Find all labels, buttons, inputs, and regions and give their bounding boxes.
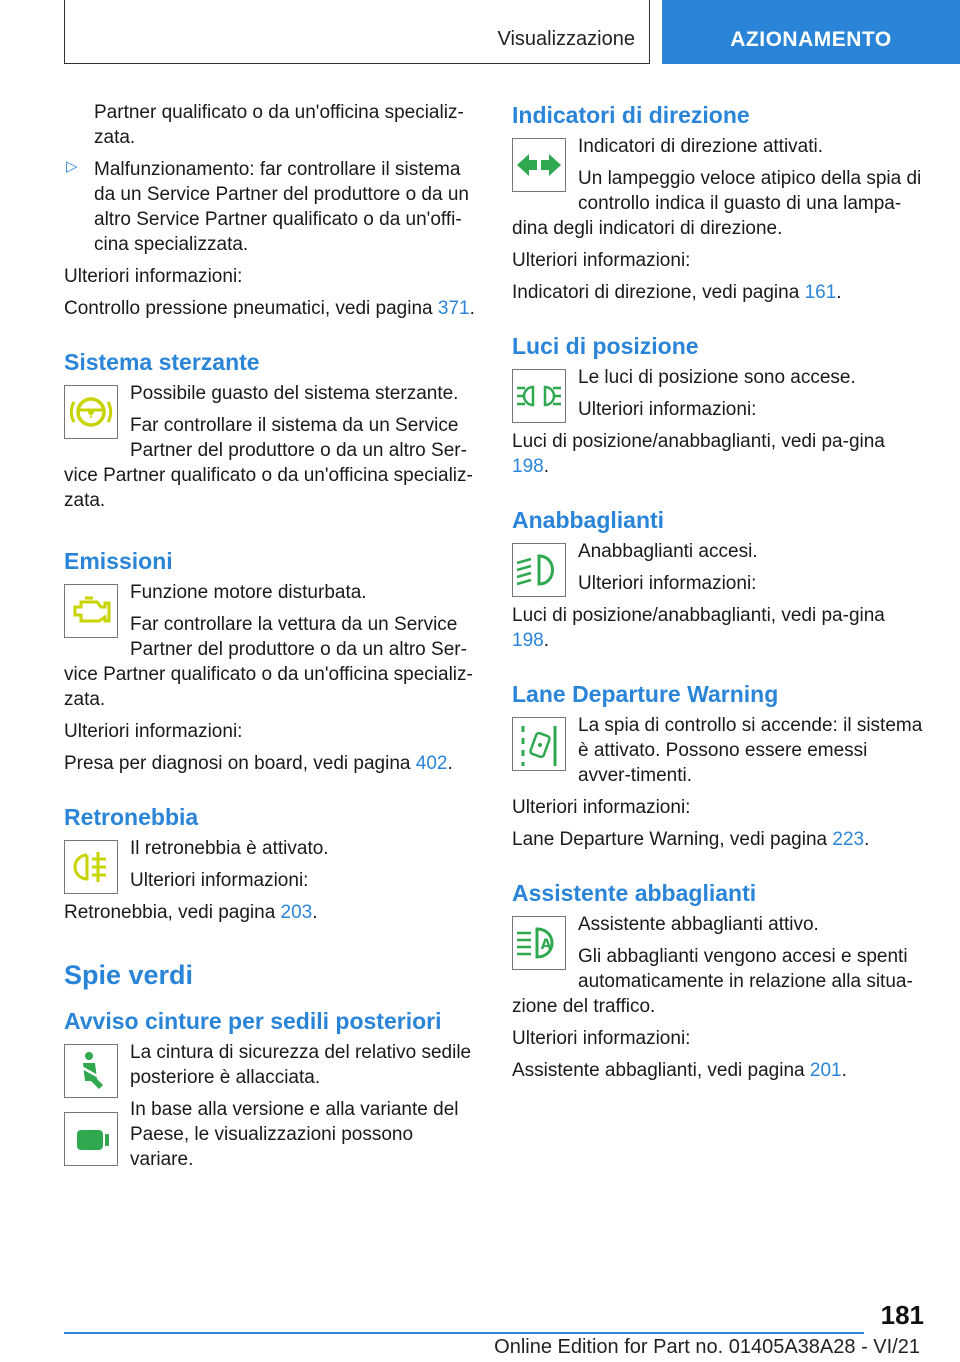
reference-line: Luci di posizione/anabbaglianti, vedi pa-gina 198. [512, 605, 885, 651]
rear-belt-text-2: In base alla versione e alla variante del Paese, le visualizzazioni possono variare. [130, 1099, 459, 1170]
more-info: Ulteriori informazioni: [512, 797, 691, 818]
high-beam-assistant-icon [512, 916, 566, 970]
rear-seat-icon [64, 1112, 118, 1166]
page-link[interactable]: 402 [415, 753, 448, 774]
bullet-triangle-icon: ▷ [66, 158, 78, 175]
rear-belt-icons [64, 1040, 130, 1172]
edition-text: Online Edition for Part no. 01405A38A28 - VI/21 [494, 1336, 920, 1358]
rear-fog-text: Il retronebbia è attivato. [130, 838, 329, 859]
low-beam-text: Anabbaglianti accesi. [578, 541, 758, 562]
more-info: Ulteriori informazioni: [578, 399, 757, 420]
heading-high-beam-assistant: Assistente abbaglianti [512, 880, 757, 906]
reference-line: Lane Departure Warning, vedi pagina 223. [512, 829, 870, 850]
more-info: Ulteriori informazioni: [578, 573, 757, 594]
reference-line: Controllo pressione pneumatici, vedi pagina 371. [64, 298, 475, 319]
rear-fog-icon [64, 840, 118, 894]
svg-text:A: A [540, 937, 552, 953]
more-info: Ulteriori informazioni: [64, 266, 243, 287]
left-column [64, 100, 476, 1179]
steering-text-2: Far controllare il sistema da un Service Partner del produttore o da un altro Ser-vice Partner qualificato o da un'officina specializ-zata. [64, 415, 473, 511]
heading-low-beam: Anabbaglianti [512, 507, 665, 533]
low-beam-icon [512, 543, 566, 597]
page-link[interactable]: 223 [832, 829, 865, 850]
hba-text-2: Gli abbaglianti vengono accesi e spenti automaticamente in relazione alla situa-zione del traffico. [512, 946, 913, 1017]
reference-line: Luci di posizione/anabbaglianti, vedi pa-gina 198. [512, 431, 885, 477]
more-info: Ulteriori informazioni: [130, 870, 309, 891]
turn-text-1: Indicatori di direzione attivati. [578, 136, 824, 157]
right-column [512, 100, 924, 1090]
page-link[interactable]: 371 [437, 298, 470, 319]
engine-warning-icon [64, 584, 118, 638]
header-chapter-tab[interactable] [662, 0, 960, 64]
header-section-box [64, 0, 650, 64]
heading-rear-belt: Avviso cinture per sedili posteriori [64, 1008, 442, 1034]
footer-rule [64, 1332, 864, 1334]
heading-lane-departure: Lane Departure Warning [512, 681, 779, 707]
bullet-item [64, 157, 476, 257]
heading-steering: Sistema sterzante [64, 349, 260, 375]
position-lights-icon [512, 369, 566, 423]
heading-rear-fog: Retronebbia [64, 804, 199, 830]
reference-line: Indicatori di direzione, vedi pagina 161. [512, 282, 842, 303]
heading-emissions: Emissioni [64, 548, 173, 574]
seatbelt-icon [64, 1044, 118, 1098]
hba-text-1: Assistente abbaglianti attivo. [578, 914, 819, 935]
page-link[interactable]: 198 [512, 456, 544, 477]
rear-belt-text-1: La cintura di sicurezza del relativo sedile posteriore è allacciata. [130, 1042, 472, 1088]
emissions-text-2: Far controllare la vettura da un Service Partner del produttore o da un altro Ser-vice Partner qualificato o da un'officina specializ-zata. [64, 614, 473, 710]
heading-turn-signals: Indicatori di direzione [512, 102, 750, 128]
page-link[interactable]: 203 [280, 902, 313, 923]
heading-position-lights: Luci di posizione [512, 333, 699, 359]
steering-text-1: Possibile guasto del sistema sterzante. [130, 383, 459, 404]
reference-line: Retronebbia, vedi pagina 203. [64, 902, 318, 923]
page-link[interactable]: 198 [512, 630, 544, 651]
more-info: Ulteriori informazioni: [512, 1028, 691, 1049]
more-info: Ulteriori informazioni: [512, 250, 691, 271]
turn-signal-icon [512, 138, 566, 192]
position-text: Le luci di posizione sono accese. [578, 367, 856, 388]
turn-text-2: Un lampeggio veloce atipico della spia di controllo indica il guasto di una lampa-dina degli indicatori di direzione. [512, 168, 922, 239]
page-link[interactable]: 161 [804, 282, 837, 303]
svg-text:!: ! [88, 410, 94, 421]
more-info: Ulteriori informazioni: [64, 721, 243, 742]
reference-line: Assistente abbaglianti, vedi pagina 201. [512, 1060, 847, 1081]
lane-departure-icon [512, 717, 566, 771]
page-link[interactable]: 201 [809, 1060, 842, 1081]
header-chapter: AZIONAMENTO [730, 28, 892, 51]
continued-text: Partner qualificato o da un'officina specializ-zata. [94, 102, 464, 148]
header-section: Visualizzazione [497, 28, 635, 50]
bullet-text: Malfunzionamento: far controllare il sistema da un Service Partner del produttore o da un altro Service Partner qualificato o da un'offi-cina specializzata. [94, 159, 469, 255]
emissions-text-1: Funzione motore disturbata. [130, 582, 367, 603]
reference-line: Presa per diagnosi on board, vedi pagina 402. [64, 753, 453, 774]
page-number: 181 [880, 1300, 924, 1330]
heading-green-lights: Spie verdi [64, 960, 194, 990]
lane-text: La spia di controllo si accende: il sistema è attivato. Possono essere emessi avver-timenti. [578, 715, 923, 786]
steering-warning-icon [64, 385, 118, 439]
